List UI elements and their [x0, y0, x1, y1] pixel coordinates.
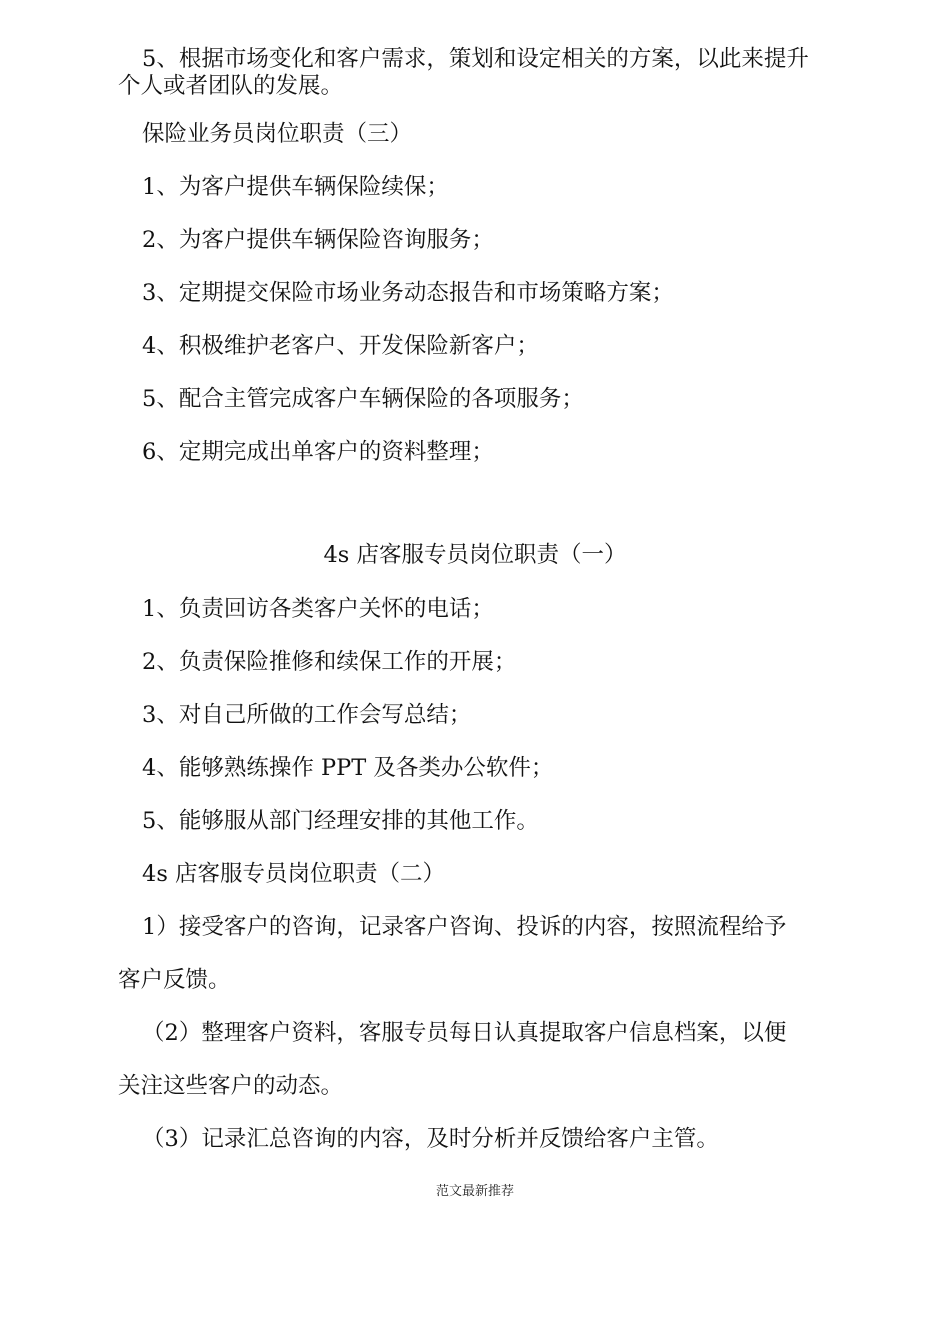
section-heading-4s-2: 4s 店客服专员岗位职责（二）	[142, 861, 446, 887]
insurance-item-4: 4、积极维护老客户、开发保险新客户；	[142, 333, 539, 359]
4s-1-item-2: 2、负责保险推修和续保工作的开展；	[142, 649, 517, 675]
section-heading-4s-1: 4s 店客服专员岗位职责（一）	[323, 542, 627, 568]
4s-1-item-4: 4、能够熟练操作 PPT 及各类办公软件；	[142, 755, 554, 781]
4s-1-item-3: 3、对自己所做的工作会写总结；	[142, 702, 472, 728]
insurance-item-6: 6、定期完成出单客户的资料整理；	[142, 439, 494, 465]
4s-2-item-1-line-2: 客户反馈。	[118, 967, 231, 993]
footer-recommendation: 范文最新推荐	[435, 1184, 514, 1199]
4s-1-item-1: 1、负责回访各类客户关怀的电话；	[142, 596, 494, 622]
4s-2-item-2-line-1: （2）整理客户资料，客服专员每日认真提取客户信息档案，以便	[142, 1020, 787, 1046]
4s-2-item-3: （3）记录汇总咨询的内容，及时分析并反馈给客户主管。	[142, 1126, 719, 1152]
insurance-item-2: 2、为客户提供车辆保险咨询服务；	[142, 227, 494, 253]
insurance-item-5: 5、配合主管完成客户车辆保险的各项服务；	[142, 386, 584, 412]
intro-item-5: 5、根据市场变化和客户需求，策划和设定相关的方案，以此来提升个人或者团队的发展。	[118, 46, 809, 99]
4s-2-item-2-line-2: 关注这些客户的动态。	[118, 1073, 344, 1099]
4s-1-item-5: 5、能够服从部门经理安排的其他工作。	[142, 808, 539, 834]
insurance-item-1: 1、为客户提供车辆保险续保；	[142, 174, 449, 200]
4s-2-item-1-line-1: 1）接受客户的咨询，记录客户咨询、投诉的内容，按照流程给予	[142, 914, 787, 940]
section-heading-insurance-3: 保险业务员岗位职责（三）	[142, 121, 413, 147]
insurance-item-3: 3、定期提交保险市场业务动态报告和市场策略方案；	[142, 280, 674, 306]
